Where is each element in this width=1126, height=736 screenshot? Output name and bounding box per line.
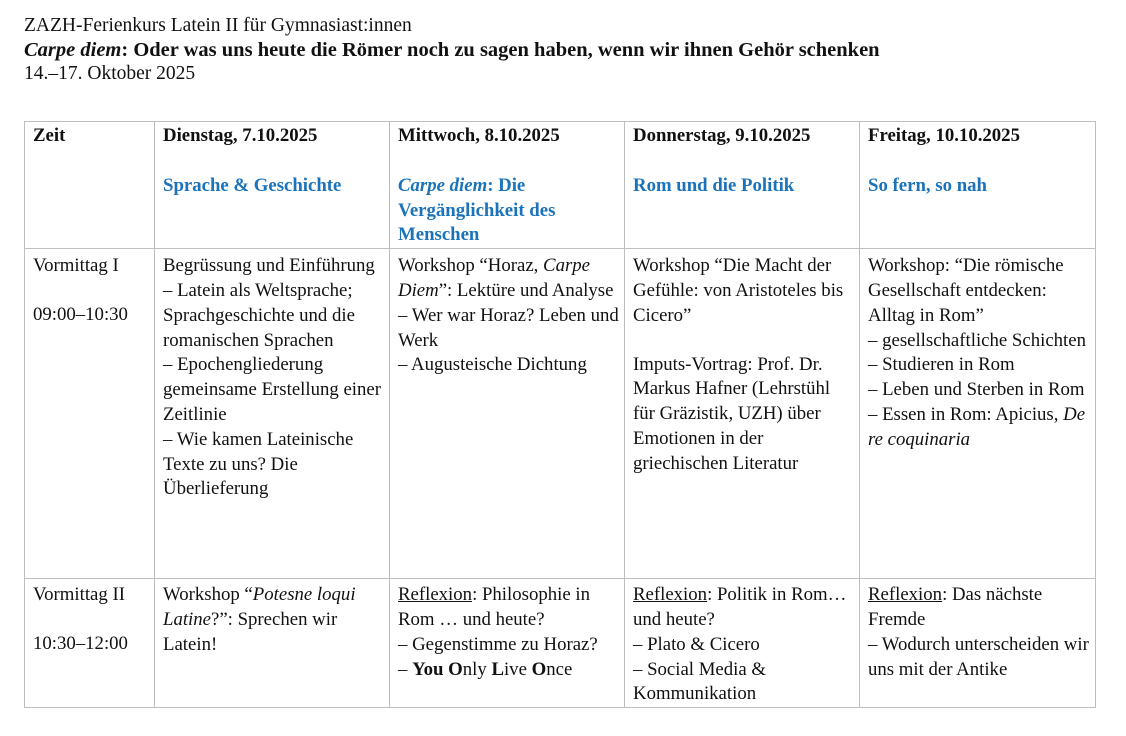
underlined-span: Reflexion xyxy=(633,584,708,606)
text-span: : Das nächste Fremde xyxy=(868,584,1043,630)
day-label: Dienstag, 7.10.2025 xyxy=(163,125,318,146)
text-span: : Politik in Rom… und heute? xyxy=(633,584,847,630)
cell-friday-2 xyxy=(860,579,1096,708)
cell-thursday-1 xyxy=(625,249,860,579)
session-time: 09:00–10:30 xyxy=(33,303,128,325)
header-cell-tuesday xyxy=(155,122,390,249)
text-span: – Essen in Rom: Apicius, xyxy=(868,403,1064,425)
cell-text: – Wer war Horaz? Leben und Werk xyxy=(398,304,619,351)
day-label: Mittwoch, 8.10.2025 xyxy=(398,125,560,146)
cell-text: Begrüssung und Einführung xyxy=(163,255,375,277)
italic-span: Carpe Diem xyxy=(398,255,590,301)
cell-wednesday-1 xyxy=(390,249,625,579)
underlined-span: Reflexion xyxy=(398,584,473,606)
table-header-row xyxy=(25,122,1096,249)
table-row-vormittag-2 xyxy=(25,579,1096,708)
cell-text: – Studieren in Rom xyxy=(868,354,1015,376)
session-time: 10:30–12:00 xyxy=(33,632,128,654)
cell-text: – Wie kamen Lateinische Texte zu uns? Die Überlieferung xyxy=(163,428,354,500)
cell-text xyxy=(398,583,620,633)
cell-text: – Wodurch unterscheiden wir uns mit der Antike xyxy=(868,633,1089,680)
cell-text xyxy=(163,583,385,657)
cell-tuesday-1 xyxy=(155,249,390,579)
schedule-table xyxy=(24,121,1096,708)
text-span: ?”: Sprechen wir Latein! xyxy=(163,608,338,655)
cell-text: – Leben und Sterben in Rom xyxy=(868,379,1085,401)
day-theme: Sprache & Geschichte xyxy=(163,174,342,196)
cell-friday-1 xyxy=(860,249,1096,579)
text-span: ”: Lektüre und Analyse xyxy=(438,279,614,301)
underlined-span: Reflexion xyxy=(868,584,943,606)
session-label: Vormittag I xyxy=(33,255,119,277)
text-span: ive xyxy=(503,658,532,680)
header-cell-time xyxy=(25,122,155,249)
cell-thursday-2 xyxy=(625,579,860,708)
text-span: : Philosophie in Rom … und heute? xyxy=(398,584,590,630)
header-cell-wednesday xyxy=(390,122,625,249)
text-span: nce xyxy=(546,658,573,680)
day-theme: Rom und die Politik xyxy=(633,174,795,196)
course-title: ZAZH-Ferienkurs Latein II für Gymnasiast:innen xyxy=(24,15,412,36)
cell-text: – Latein als Weltsprache; Sprachgeschichte und die romanischen Sprachen xyxy=(163,279,355,351)
cell-text: – gesellschaftliche Schichten xyxy=(868,329,1086,351)
cell-text xyxy=(868,583,1091,633)
bold-span: L xyxy=(491,658,504,680)
cell-text xyxy=(398,658,620,683)
cell-text: Imputs-Vortrag: Prof. Dr. Markus Hafner (Lehrstühl für Gräzistik, UZH) über Emotionen in der griechischen Literatur xyxy=(633,353,831,474)
bold-span: O xyxy=(448,658,463,680)
day-theme-text: : Die Vergänglichkeit des Menschen xyxy=(398,174,556,246)
day-theme: So fern, so nah xyxy=(868,174,987,196)
cell-text: – Plato & Cicero xyxy=(633,633,760,655)
text-span: Workshop “Horaz, xyxy=(398,255,544,277)
italic-span: Potesne loqui Latine xyxy=(163,584,356,630)
cell-text xyxy=(398,254,620,304)
bold-span: O xyxy=(531,658,547,680)
text-span: – xyxy=(398,658,413,680)
text-span: nly xyxy=(462,658,492,680)
time-cell xyxy=(25,249,155,579)
document-header xyxy=(24,14,1114,86)
bold-span: You xyxy=(412,658,444,680)
table-row-vormittag-1 xyxy=(25,249,1096,579)
session-label: Vormittag II xyxy=(33,584,125,606)
day-theme-italic: Carpe diem xyxy=(398,174,488,196)
cell-text: Workshop: “Die römische Gesellschaft entdecken: Alltag in Rom” xyxy=(868,255,1064,326)
time-column-label: Zeit xyxy=(33,125,66,146)
cell-text xyxy=(868,403,1091,453)
cell-text: – Gegenstimme zu Horaz? xyxy=(398,633,598,655)
cell-text: – Epochengliederung gemeinsame Erstellung einer Zeitlinie xyxy=(163,354,381,425)
day-label: Donnerstag, 9.10.2025 xyxy=(633,125,811,146)
subtitle-text: : Oder was uns heute die Römer noch zu sagen haben, wenn wir ihnen Gehör schenken xyxy=(121,39,880,61)
day-label: Freitag, 10.10.2025 xyxy=(868,125,1020,146)
day-theme xyxy=(398,174,620,248)
text-span: Workshop “ xyxy=(163,584,253,606)
course-dates: 14.–17. Oktober 2025 xyxy=(24,63,196,84)
course-subtitle xyxy=(24,38,1114,62)
italic-span: De re coquinaria xyxy=(868,403,1086,450)
cell-tuesday-2 xyxy=(155,579,390,708)
subtitle-italic: Carpe diem xyxy=(24,39,122,61)
cell-text: Workshop “Die Macht der Gefühle: von Aristoteles bis Cicero” xyxy=(633,255,844,326)
cell-wednesday-2 xyxy=(390,579,625,708)
cell-text: – Social Media & Kommunikation xyxy=(633,658,767,705)
header-cell-friday xyxy=(860,122,1096,249)
cell-text xyxy=(633,583,855,633)
time-cell xyxy=(25,579,155,708)
cell-text: – Augusteische Dichtung xyxy=(398,354,587,376)
header-cell-thursday xyxy=(625,122,860,249)
